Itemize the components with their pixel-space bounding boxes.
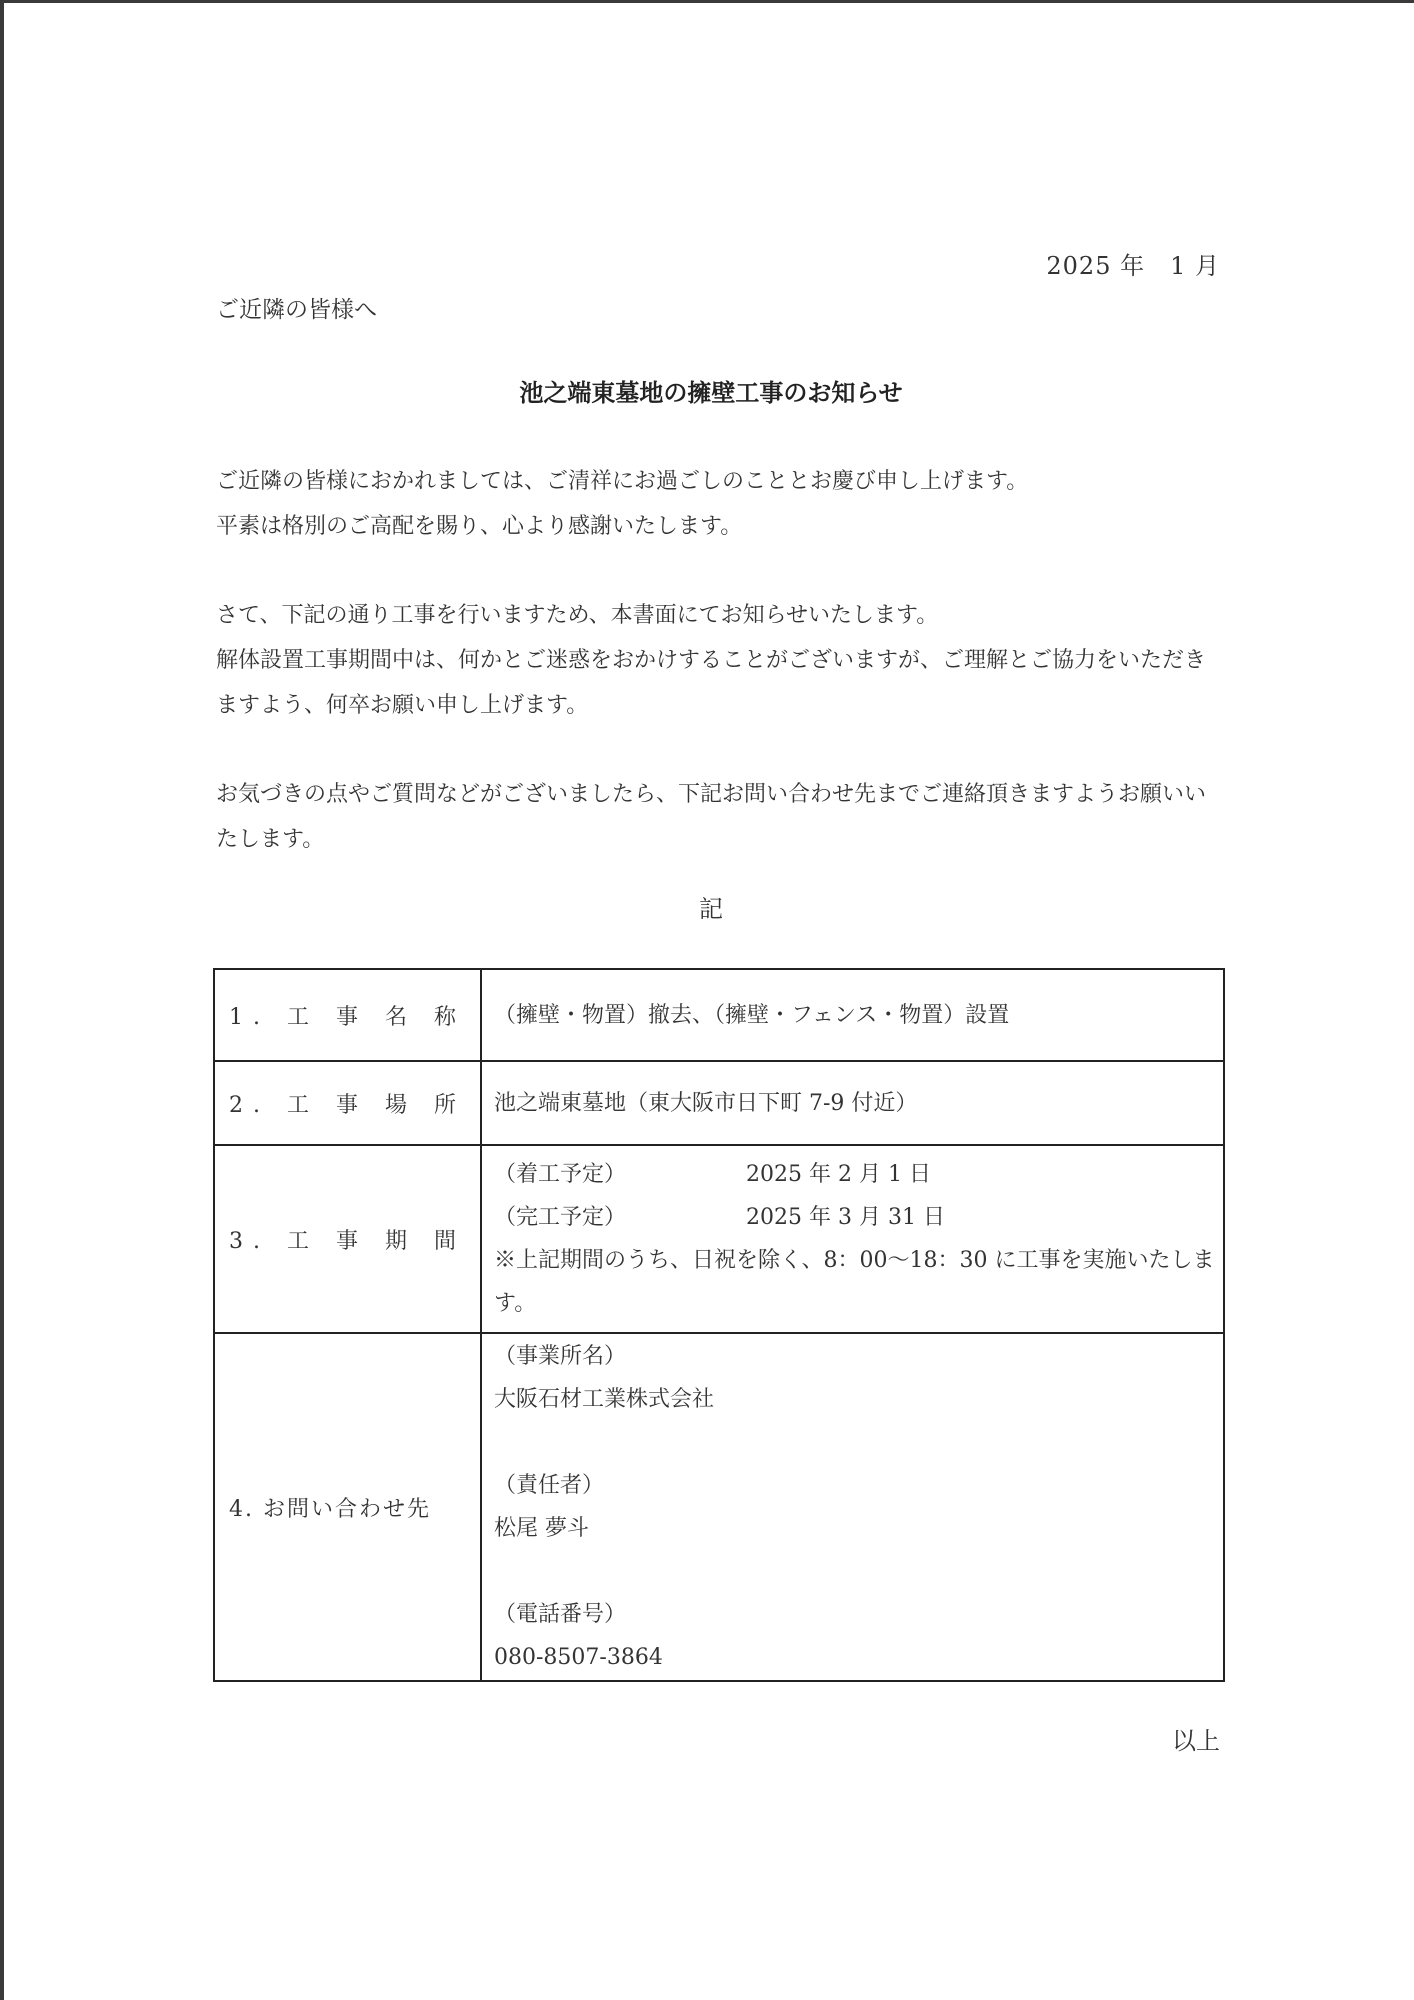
period-end-row xyxy=(494,1196,1222,1239)
table-row xyxy=(214,1145,1224,1333)
construction-name-label: 1. 工 事 名 称 xyxy=(214,969,481,1061)
notice-paragraph xyxy=(216,593,1226,728)
period-note: ※上記期間のうち、日祝を除く、8：00～18：30 に工事を実施いたします。 xyxy=(494,1248,1215,1316)
notice-line-2: 解体設置工事期間中は、何かとご迷惑をおかけすることがございますが、ご理解とご協力をいただきますよう、何卒お願い申し上げます。 xyxy=(216,648,1207,718)
table-row xyxy=(214,1061,1224,1145)
closing-text: 以上 xyxy=(1172,1727,1220,1755)
end-label: （完工予定） xyxy=(494,1205,627,1230)
construction-location-label: 2. 工 事 場 所 xyxy=(214,1061,481,1145)
inquiry-paragraph xyxy=(216,772,1226,862)
end-date: 2025 年 3 月 31 日 xyxy=(746,1205,945,1230)
notice-line-1: さて、下記の通り工事を行いますため、本書面にてお知らせいたします。 xyxy=(216,603,939,628)
period-start-row xyxy=(494,1153,1222,1196)
person-label: （責任者） xyxy=(494,1473,605,1498)
ki-heading: 記 xyxy=(699,895,723,923)
greeting-line-2: 平素は格別のご高配を賜り、心より感謝いたします。 xyxy=(216,514,743,539)
start-label: （着工予定） xyxy=(494,1162,627,1187)
details-table xyxy=(213,968,1225,1682)
company-name: 大阪石材工業株式会社 xyxy=(494,1387,715,1412)
contact-value xyxy=(481,1333,1224,1681)
table-row xyxy=(214,969,1224,1061)
person-name: 松尾 夢斗 xyxy=(494,1516,589,1541)
construction-period-value xyxy=(481,1145,1224,1333)
construction-period-label: 3. 工 事 期 間 xyxy=(214,1145,481,1333)
start-date: 2025 年 2 月 1 日 xyxy=(746,1162,931,1187)
company-label: （事業所名） xyxy=(494,1344,627,1369)
spacer xyxy=(494,1550,1222,1593)
greeting-paragraph xyxy=(216,459,1226,549)
table-row xyxy=(214,1333,1224,1681)
inquiry-line-1: お気づきの点やご質問などがございましたら、下記お問い合わせ先までご連絡頂きますようお願いいたします。 xyxy=(216,782,1207,852)
construction-location-value: 池之端東墓地（東大阪市日下町 7-9 付近） xyxy=(481,1061,1224,1145)
greeting-line-1: ご近隣の皆様におかれましては、ご清祥にお過ごしのこととお慶び申し上げます。 xyxy=(216,469,1029,494)
document-title: 池之端東墓地の擁壁工事のお知らせ xyxy=(519,378,903,407)
phone-number: 080-8507-3864 xyxy=(494,1645,663,1670)
addressee: ご近隣の皆様へ xyxy=(216,297,377,323)
construction-name-value: （擁壁・物置）撤去、（擁壁・フェンス・物置）設置 xyxy=(481,969,1224,1061)
body-text xyxy=(216,459,1226,906)
document-date: 2025 年 1 月 xyxy=(1046,252,1220,280)
spacer xyxy=(494,1421,1222,1464)
phone-label: （電話番号） xyxy=(494,1602,627,1627)
contact-label: 4. お問い合わせ先 xyxy=(214,1333,481,1681)
